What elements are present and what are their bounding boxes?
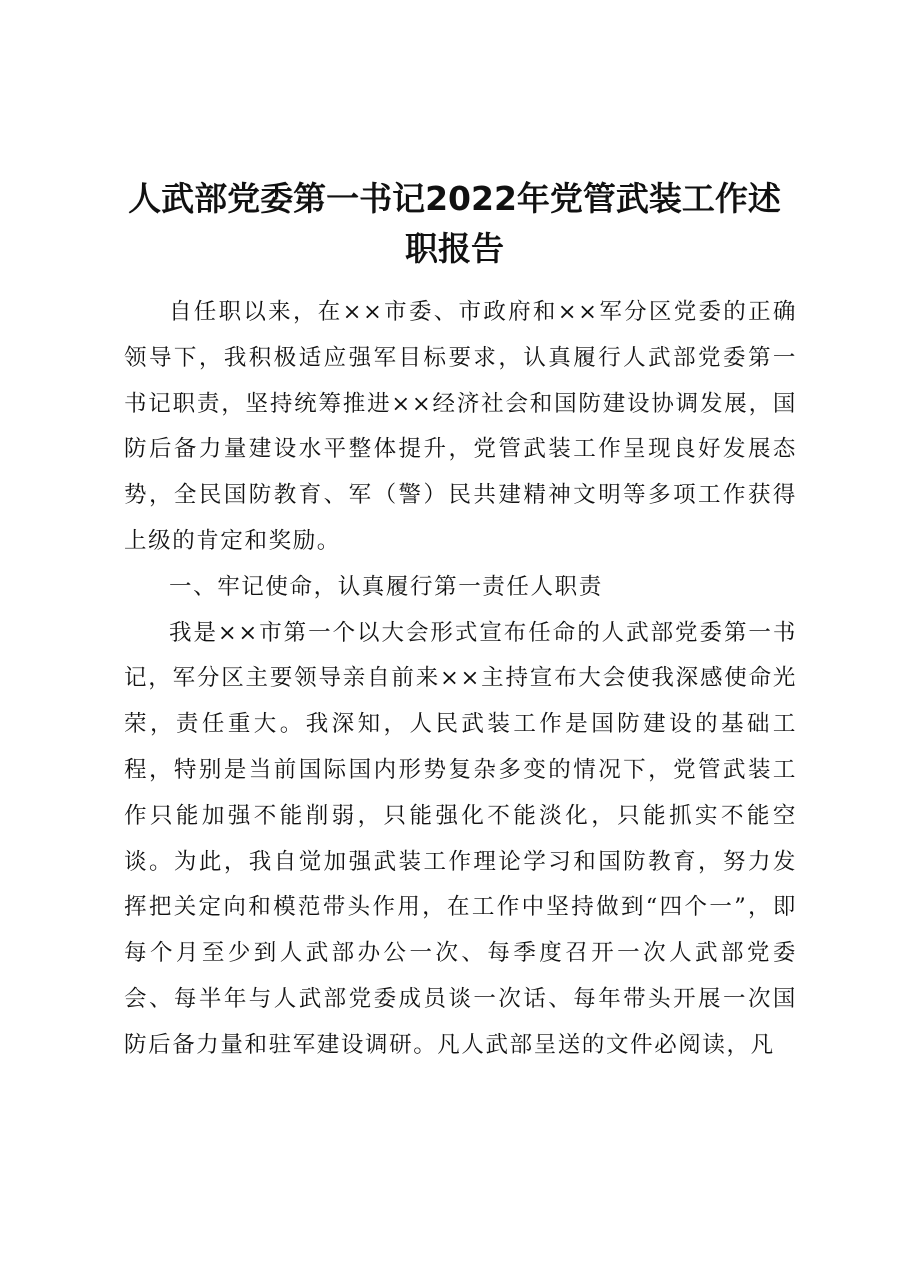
document-body [124, 290, 797, 1069]
document-title [80, 174, 829, 274]
paragraph-intro: 自任职以来，在××市委、市政府和××军分区党委的正确领导下，我积极适应强军目标要求，认真履行人武部党委第一书记职责，坚持统筹推进××经济社会和国防建设协调发展，国防后备力量建设水平整体提升，党管武装工作呈现良好发展态势，全民国防教育、军（警）民共建精神文明等多项工作获得上级的肯定和奖励。 [124, 299, 797, 554]
section-heading-1: 一、牢记使命，认真履行第一责任人职责 [169, 573, 603, 600]
title-line-2: 职报告 [405, 229, 504, 269]
paragraph-section-1: 我是××市第一个以大会形式宣布任命的人武部党委第一书记，军分区主要领导亲自前来××主持宣布大会使我深感使命光荣，责任重大。我深知，人民武装工作是国防建设的基础工程，特别是当前国际国内形势复杂多变的情况下，党管武装工作只能加强不能削弱，只能强化不能淡化，只能抓实不能空谈。为此，我自觉加强武装工作理论学习和国防教育，努力发挥把关定向和模范带头作用，在工作中坚持做到“四个一”，即每个月至少到人武部办公一次、每季度召开一次人武部党委会、每半年与人武部党委成员谈一次话、每年带头开展一次国防后备力量和驻军建设调研。凡人武部呈送的文件必阅读，凡 [124, 619, 797, 1058]
title-line-1: 人武部党委第一书记2022年党管武装工作述 [128, 179, 781, 219]
